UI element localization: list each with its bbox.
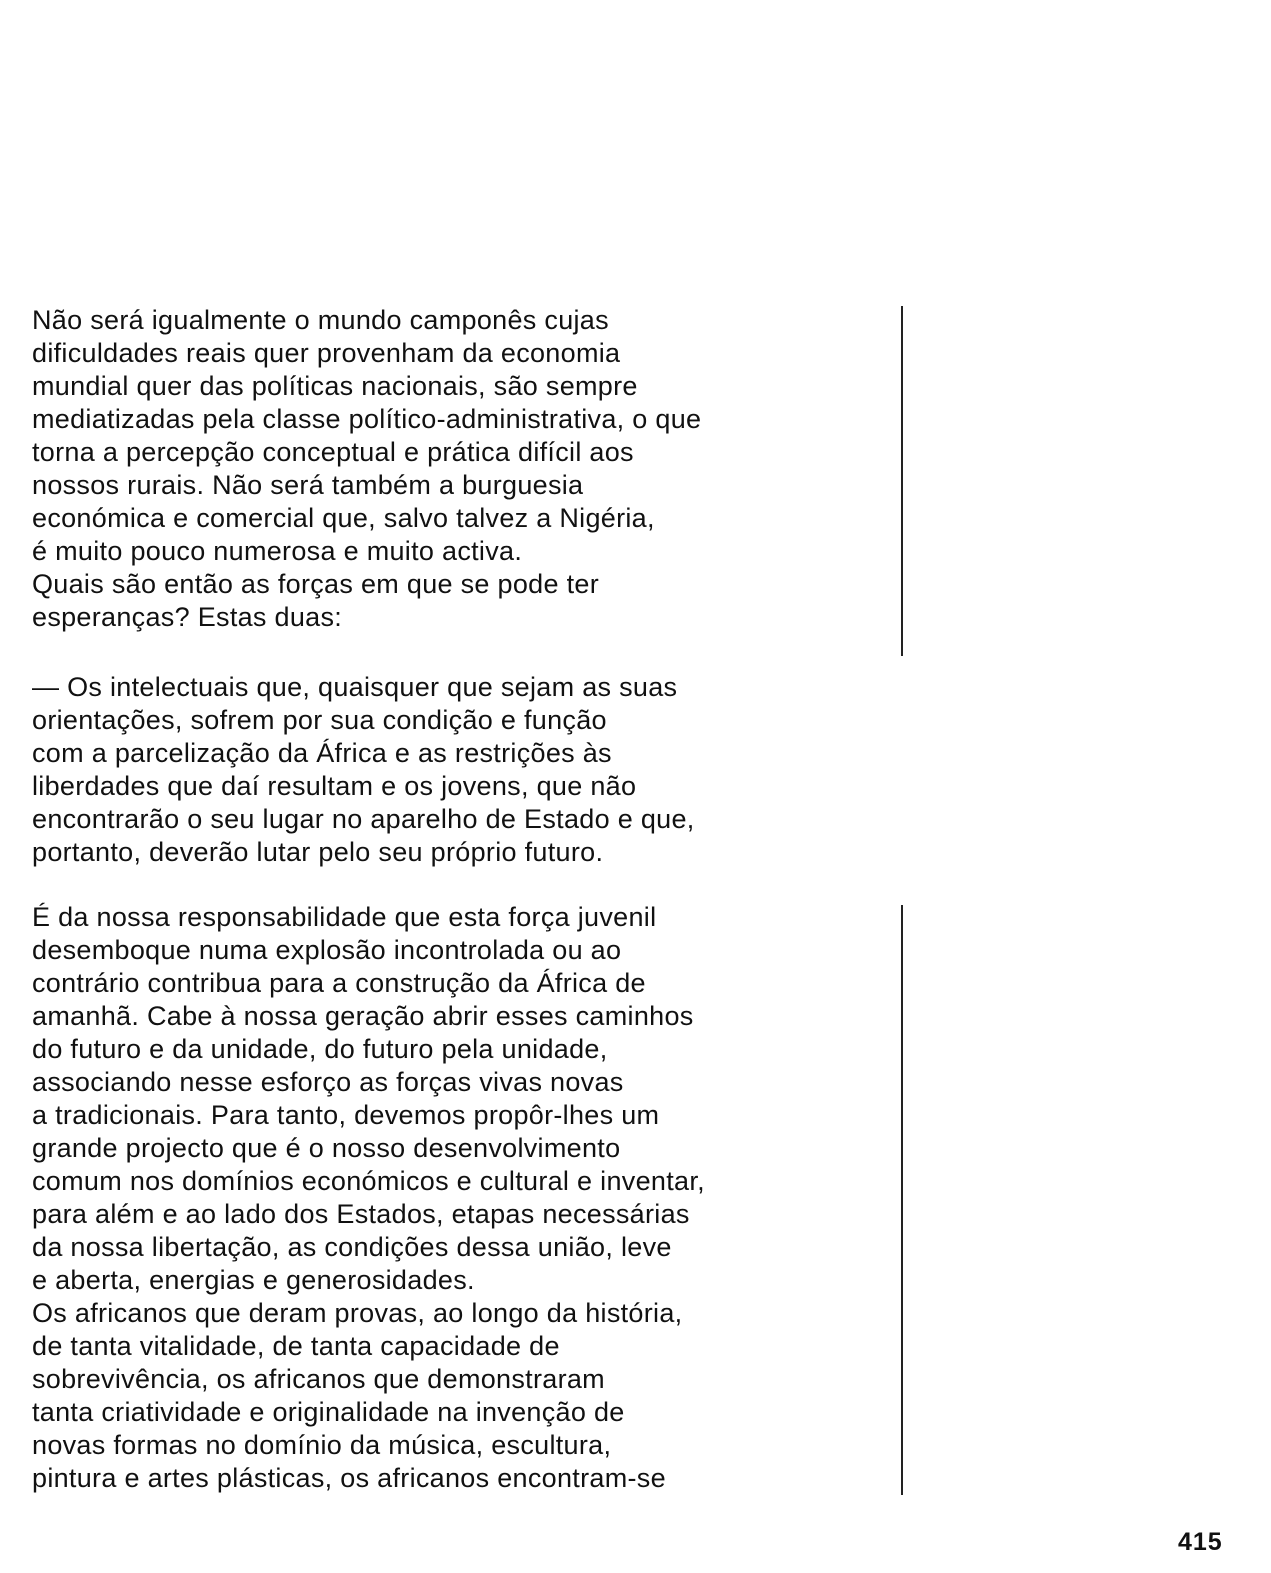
text-line: portanto, deverão lutar pelo seu próprio futuro.: [32, 837, 604, 867]
text-line: associando nesse esforço as forças vivas novas: [32, 1067, 624, 1097]
text-line: — Os intelectuais que, quaisquer que sejam as suas: [32, 672, 678, 702]
text-line: mediatizadas pela classe político-administrativa, o que: [32, 404, 702, 434]
text-line: para além e ao lado dos Estados, etapas necessárias: [32, 1199, 690, 1229]
text-line: económica e comercial que, salvo talvez a Nigéria,: [32, 503, 655, 533]
text-line: é muito pouco numerosa e muito activa.: [32, 536, 523, 566]
text-line: tanta criatividade e originalidade na invenção de: [32, 1397, 625, 1427]
text-line: encontrarão o seu lugar no aparelho de Estado e que,: [32, 804, 695, 834]
margin-rule: [901, 306, 903, 656]
page-number: 415: [1178, 1528, 1223, 1556]
text-line: de tanta vitalidade, de tanta capacidade de: [32, 1331, 560, 1361]
text-line: orientações, sofrem por sua condição e função: [32, 705, 607, 735]
text-line: novas formas no domínio da música, escultura,: [32, 1430, 612, 1460]
text-line: esperanças? Estas duas:: [32, 602, 343, 632]
text-line: pintura e artes plásticas, os africanos encontram-se: [32, 1463, 666, 1493]
text-line: sobrevivência, os africanos que demonstraram: [32, 1364, 605, 1394]
text-line: amanhã. Cabe à nossa geração abrir esses caminhos: [32, 1001, 694, 1031]
text-line: comum nos domínios económicos e cultural e inventar,: [32, 1166, 705, 1196]
text-line: É da nossa responsabilidade que esta força juvenil: [32, 902, 657, 932]
text-line: torna a percepção conceptual e prática difícil aos: [32, 437, 634, 467]
paragraph-3: [32, 901, 892, 1495]
text-line: Não será igualmente o mundo camponês cujas: [32, 305, 609, 335]
text-line: nossos rurais. Não será também a burguesia: [32, 470, 584, 500]
text-line: da nossa libertação, as condições dessa união, leve: [32, 1232, 672, 1262]
paragraph-1: [32, 304, 892, 634]
text-line: mundial quer das políticas nacionais, são sempre: [32, 371, 638, 401]
paragraph-2: [32, 671, 892, 869]
text-line: Quais são então as forças em que se pode ter: [32, 569, 600, 599]
text-line: com a parcelização da África e as restrições às: [32, 738, 612, 768]
text-line: grande projecto que é o nosso desenvolvimento: [32, 1133, 621, 1163]
text-line: do futuro e da unidade, do futuro pela unidade,: [32, 1034, 608, 1064]
text-line: a tradicionais. Para tanto, devemos propôr-lhes um: [32, 1100, 660, 1130]
text-line: dificuldades reais quer provenham da economia: [32, 338, 621, 368]
margin-rule: [901, 905, 903, 1495]
text-line: Os africanos que deram provas, ao longo da história,: [32, 1298, 683, 1328]
text-line: contrário contribua para a construção da África de: [32, 968, 646, 998]
text-line: liberdades que daí resultam e os jovens, que não: [32, 771, 637, 801]
text-line: desemboque numa explosão incontrolada ou ao: [32, 935, 622, 965]
text-line: e aberta, energias e generosidades.: [32, 1265, 475, 1295]
